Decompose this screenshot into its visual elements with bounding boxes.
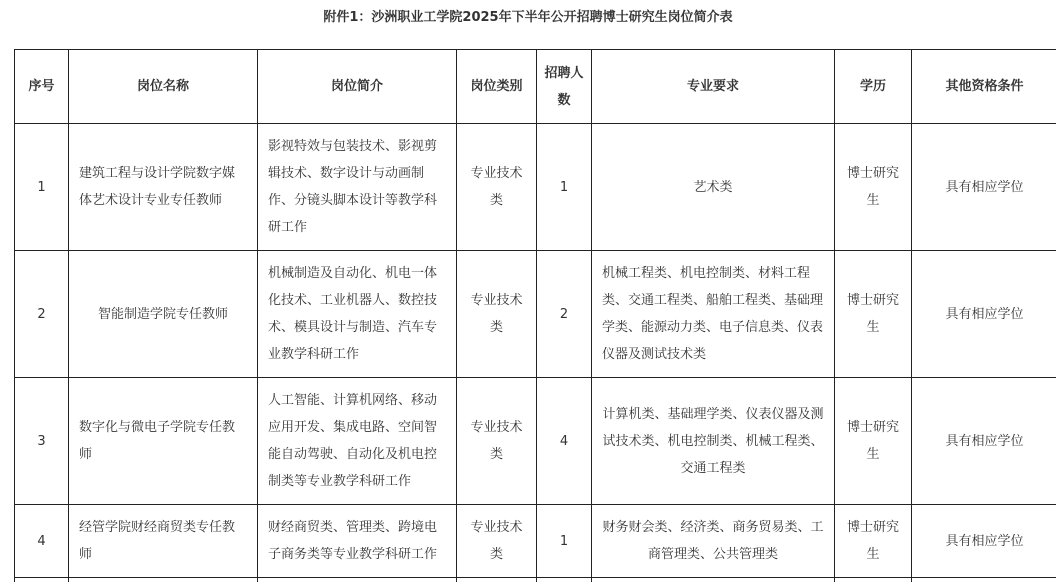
cell-category: 专业技术类 [457,378,537,505]
cell-education: 博士研究生 [835,505,912,578]
cell-other: 具有相应学位 [912,251,1056,378]
cell-other: 具有相应学位 [912,505,1056,578]
cell-count: 1 [537,505,592,578]
table-row [15,124,1056,251]
cell-position-name: 数字化与微电子学院专任教师 [69,378,258,505]
document-title: 附件1：沙洲职业工学院2025年下半年公开招聘博士研究生岗位简介表 [323,10,733,25]
table-row [15,505,1056,578]
cell-major: 机械工程类、机电控制类、材料工程类、交通工程类、船舶工程类、基础理学类、能源动力类、电子信息类、仪表仪器及测试技术类 [592,251,835,378]
cell-category: 专业技术类 [457,251,537,378]
cell-other: 具有相应学位 [912,378,1056,505]
cell-count: 4 [537,378,592,505]
cell-position-intro: 财经商贸类、管理类、跨境电子商务类等专业教学科研工作 [258,505,457,578]
cell-position-name: 智能制造学院专任教师 [69,251,258,378]
positions-table [14,49,1056,582]
cell-major: 财务财会类、经济类、商务贸易类、工商管理类、公共管理类 [592,505,835,578]
header-position-intro: 岗位简介 [258,50,457,124]
cell-major: 计算机类、基础理学类、仪表仪器及测试技术类、机电控制类、机械工程类、交通工程类 [592,378,835,505]
table-row-partial [15,578,1056,582]
cell-position-intro: 机械制造及自动化、机电一体化技术、工业机器人、数控技术、模具设计与制造、汽车专业教学科研工作 [258,251,457,378]
cell-count: 1 [537,124,592,251]
cell-category: 专业技术类 [457,124,537,251]
cell-no: 2 [15,251,69,378]
cell-education: 博士研究生 [835,378,912,505]
table-row [15,378,1056,505]
header-count: 招聘人数 [537,50,592,124]
cell-other: 具有相应学位 [912,124,1056,251]
table-row [15,251,1056,378]
header-no: 序号 [15,50,69,124]
cell-position-name: 经管学院财经商贸类专任教师 [69,505,258,578]
header-position-name: 岗位名称 [69,50,258,124]
header-category: 岗位类别 [457,50,537,124]
cell-education: 博士研究生 [835,124,912,251]
cell-no: 3 [15,378,69,505]
cell-position-name: 建筑工程与设计学院数字媒体艺术设计专业专任教师 [69,124,258,251]
table-header-row [15,50,1056,124]
cell-position-intro: 人工智能、计算机网络、移动应用开发、集成电路、空间智能自动驾驶、自动化及机电控制类等专业教学科研工作 [258,378,457,505]
cell-education: 博士研究生 [835,251,912,378]
header-major: 专业要求 [592,50,835,124]
cell-category: 专业技术类 [457,505,537,578]
cell-major: 艺术类 [592,124,835,251]
header-other: 其他资格条件 [912,50,1056,124]
cell-no: 4 [15,505,69,578]
cell-count: 2 [537,251,592,378]
cell-position-intro: 影视特效与包装技术、影视剪辑技术、数字设计与动画制作、分镜头脚本设计等教学科研工作 [258,124,457,251]
header-education: 学历 [835,50,912,124]
cell-no: 1 [15,124,69,251]
